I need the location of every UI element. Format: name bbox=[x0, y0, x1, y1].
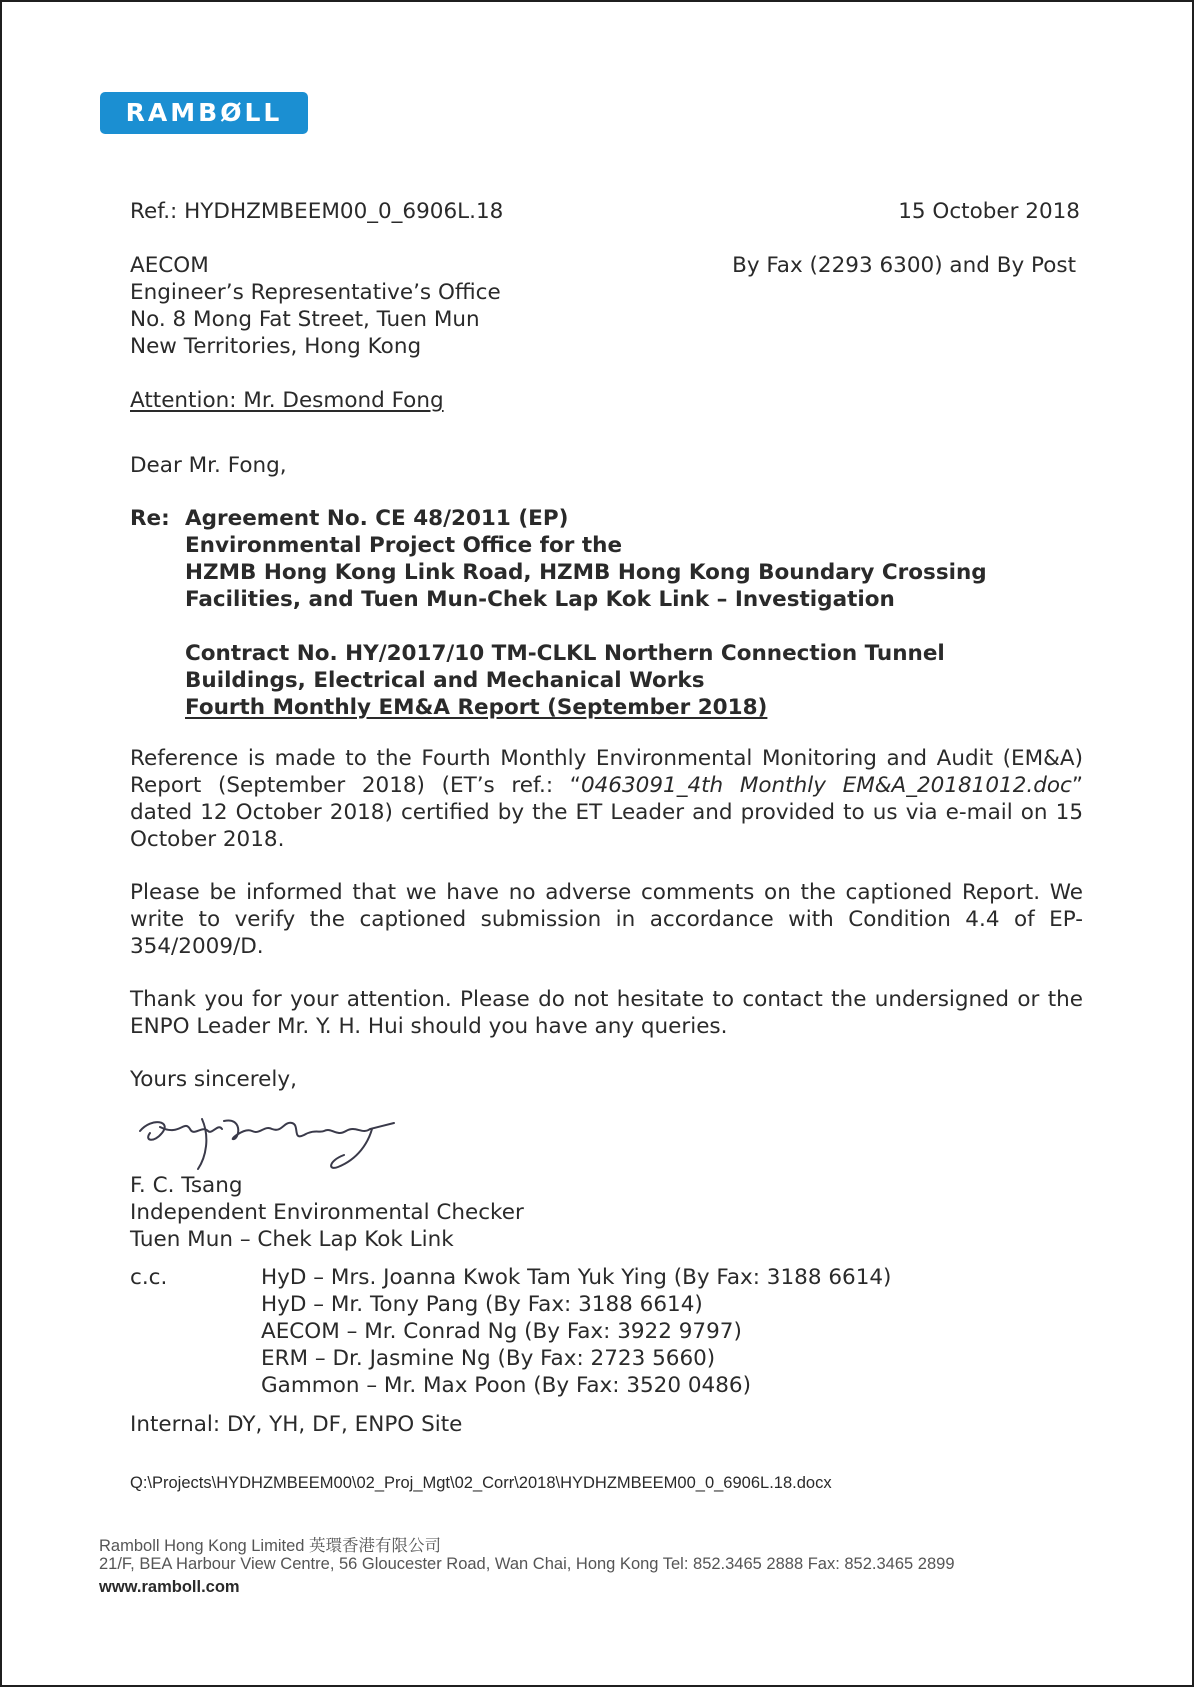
cc-label: c.c. bbox=[130, 1265, 168, 1290]
recipient-line: Engineer’s Representative’s Office bbox=[130, 280, 501, 305]
subject-line: HZMB Hong Kong Link Road, HZMB Hong Kong Boundary Crossing bbox=[185, 560, 987, 585]
contract-line: Buildings, Electrical and Mechanical Works bbox=[185, 668, 705, 693]
paragraph-text: Reference is made to the Fourth Monthly Environmental Monitoring and Audit (EM&A) Report (September 2018) (ET’s ref.: “ bbox=[130, 746, 1083, 798]
cc-entry: HyD – Mr. Tony Pang (By Fax: 3188 6614) bbox=[261, 1292, 703, 1317]
file-path: Q:\Projects\HYDHZMBEEM00\02_Proj_Mgt\02_Corr\2018\HYDHZMBEEM00_0_6906L.18.docx bbox=[130, 1474, 832, 1492]
signer-name: F. C. Tsang bbox=[130, 1173, 243, 1198]
subject-line: Agreement No. CE 48/2011 (EP) bbox=[185, 506, 569, 531]
subject-label: Re: bbox=[130, 506, 170, 531]
attention-line: Attention: Mr. Desmond Fong bbox=[130, 388, 444, 413]
footer-company: Ramboll Hong Kong Limited 英環香港有限公司 bbox=[99, 1537, 442, 1555]
salutation: Dear Mr. Fong, bbox=[130, 453, 287, 478]
subject-line: Facilities, and Tuen Mun-Chek Lap Kok Link – Investigation bbox=[185, 587, 895, 612]
recipient-line: New Territories, Hong Kong bbox=[130, 334, 422, 359]
document-reference: 0463091_4th Monthly EM&A_20181012.doc bbox=[580, 773, 1072, 798]
recipient-line: AECOM bbox=[130, 253, 209, 278]
paragraph-text: ” dated 12 October 2018) certified by the ET Leader and provided to us via e-mail on 15 October 2018. bbox=[130, 773, 1083, 852]
closing: Yours sincerely, bbox=[130, 1067, 297, 1092]
body-paragraph-3: Thank you for your attention. Please do not hesitate to contact the undersigned or the ENPO Leader Mr. Y. H. Hui should you have any queries. bbox=[130, 987, 1083, 1039]
subject-line: Environmental Project Office for the bbox=[185, 533, 623, 558]
cc-entry: ERM – Dr. Jasmine Ng (By Fax: 2723 5660) bbox=[261, 1346, 716, 1371]
reference-number: Ref.: HYDHZMBEEM00_0_6906L.18 bbox=[130, 199, 504, 224]
report-title: Fourth Monthly EM&A Report (September 2018) bbox=[185, 695, 768, 720]
footer-address: 21/F, BEA Harbour View Centre, 56 Gloucester Road, Wan Chai, Hong Kong Tel: 852.3465 2888 Fax: 852.3465 2899 bbox=[99, 1555, 955, 1573]
cc-entry: HyD – Mrs. Joanna Kwok Tam Yuk Ying (By Fax: 3188 6614) bbox=[261, 1265, 892, 1290]
recipient-line: No. 8 Mong Fat Street, Tuen Mun bbox=[130, 307, 480, 332]
body-paragraph-1 bbox=[130, 745, 1083, 853]
signer-title: Independent Environmental Checker bbox=[130, 1200, 524, 1225]
handwritten-signature bbox=[132, 1107, 422, 1177]
delivery-method: By Fax (2293 6300) and By Post bbox=[732, 253, 1076, 278]
letter-date: 15 October 2018 bbox=[898, 199, 1080, 224]
cc-list bbox=[261, 1264, 891, 1399]
signer-block bbox=[130, 1172, 524, 1253]
signer-project: Tuen Mun – Chek Lap Kok Link bbox=[130, 1227, 454, 1252]
body-paragraph-2: Please be informed that we have no adverse comments on the captioned Report. We write to verify the captioned submission in accordance with Condition 4.4 of EP-354/2009/D. bbox=[130, 880, 1083, 959]
recipient-address bbox=[130, 252, 501, 360]
contract-line: Contract No. HY/2017/10 TM-CLKL Northern Connection Tunnel bbox=[185, 641, 945, 666]
subject-block bbox=[185, 505, 987, 721]
cc-entry: Gammon – Mr. Max Poon (By Fax: 3520 0486) bbox=[261, 1373, 751, 1398]
website-link[interactable]: www.ramboll.com bbox=[99, 1578, 240, 1596]
cc-entry: AECOM – Mr. Conrad Ng (By Fax: 3922 9797) bbox=[261, 1319, 742, 1344]
footer-website bbox=[99, 1578, 240, 1597]
ramboll-logo: RAMBØLL bbox=[100, 92, 308, 134]
internal-distribution: Internal: DY, YH, DF, ENPO Site bbox=[130, 1412, 463, 1437]
